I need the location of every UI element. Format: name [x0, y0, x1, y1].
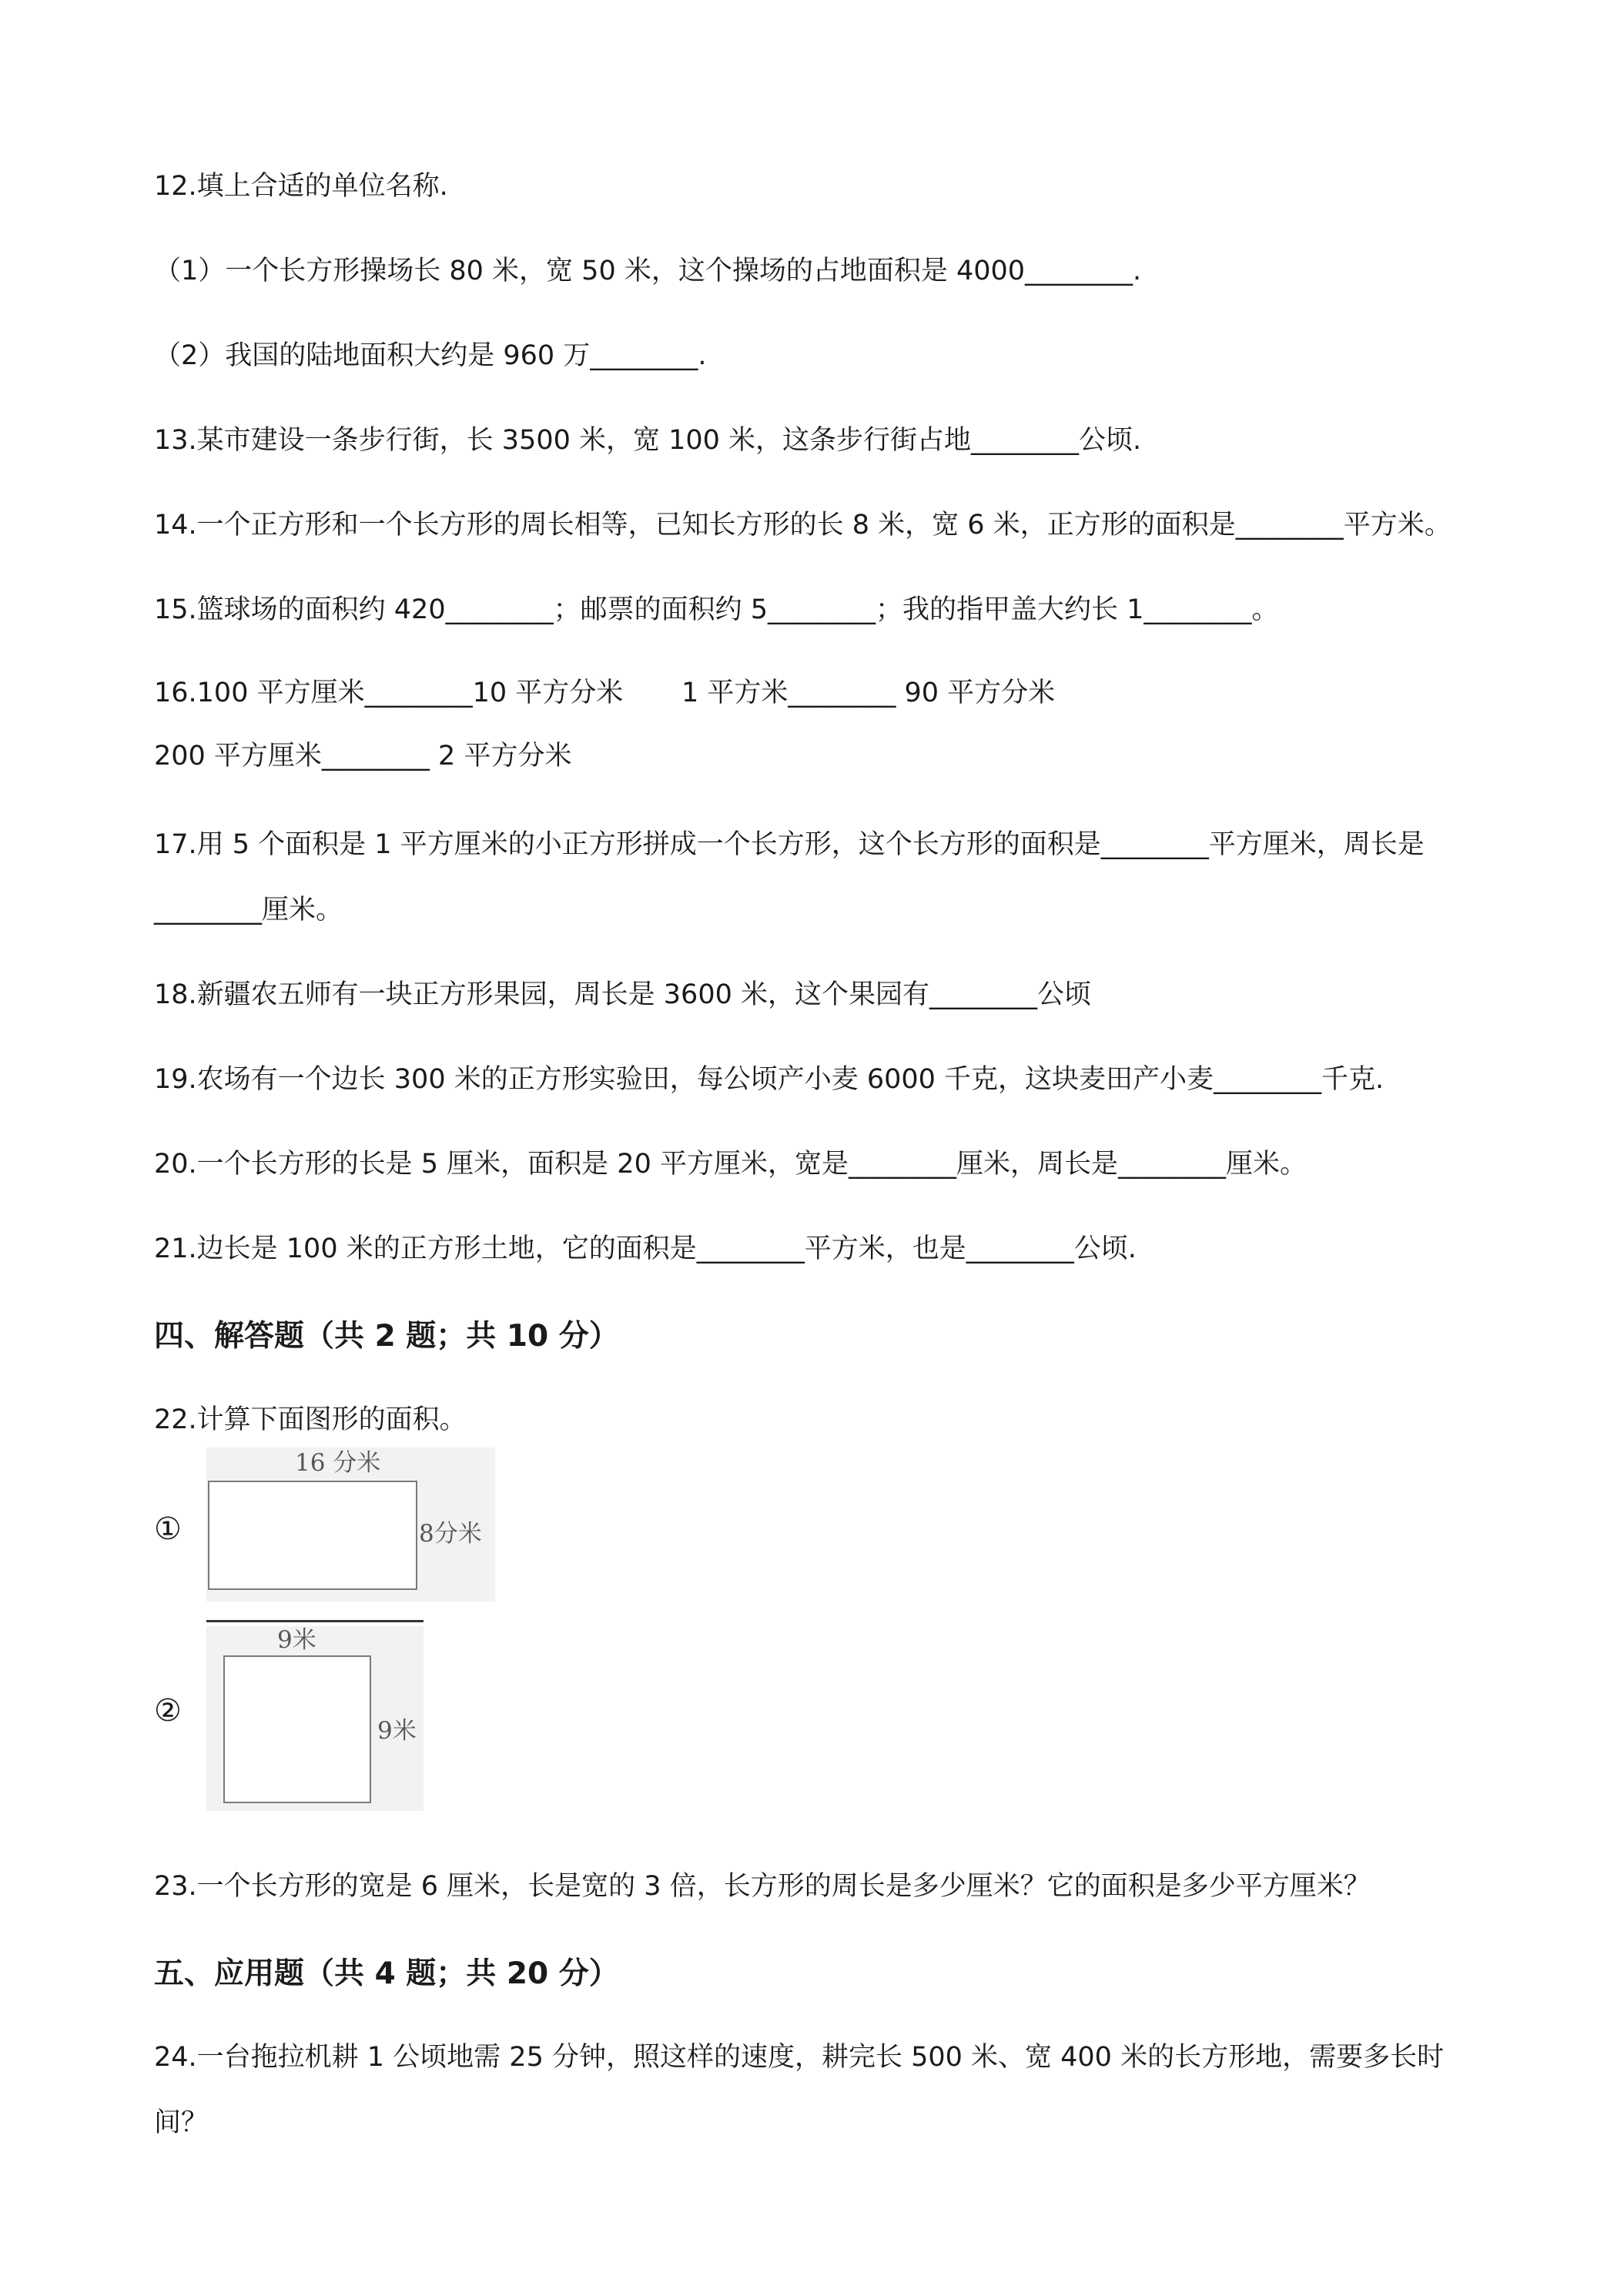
figure2-top-rule [206, 1620, 424, 1622]
figure1-side-label: 8分米 [419, 1520, 482, 1548]
q23-text: 23.一个长方形的宽是 6 厘米，长是宽的 3 倍，长方形的周长是多少厘米？它的面积是多少平方厘米？ [154, 1871, 1371, 1902]
q17-line2: ________厘米。 [154, 895, 343, 925]
q22-title: 22.计算下面图形的面积。 [154, 1404, 467, 1435]
q12-title: 12.填上合适的单位名称. [154, 171, 448, 202]
q12-part1: （1）一个长方形操场长 80 米，宽 50 米，这个操场的占地面积是 4000________. [154, 256, 1142, 286]
q24-line2: 间？ [154, 2107, 209, 2138]
q15-text: 15.篮球场的面积约 420________；邮票的面积约 5________；我的指甲盖大约长 1________。 [154, 594, 1279, 625]
figure2-side-label: 9米 [377, 1717, 417, 1745]
q21-text: 21.边长是 100 米的正方形土地，它的面积是________平方米，也是________公顷. [154, 1233, 1137, 1264]
figure1-rectangle [208, 1481, 417, 1590]
q12-part2: （2）我国的陆地面积大约是 960 万________. [154, 340, 707, 371]
q19-text: 19.农场有一个边长 300 米的正方形实验田，每公顷产小麦 6000 千克，这块麦田产小麦________千克. [154, 1064, 1385, 1095]
q14-text: 14.一个正方形和一个长方形的周长相等，已知长方形的长 8 米，宽 6 米，正方形的面积是________平方米。 [154, 510, 1452, 541]
q17-line1: 17.用 5 个面积是 1 平方厘米的小正方形拼成一个长方形，这个长方形的面积是________平方厘米，周长是 [154, 829, 1425, 860]
section5-heading: 五、应用题（共 4 题；共 20 分） [154, 1956, 619, 1991]
q13-text: 13.某市建设一条步行街，长 3500 米，宽 100 米，这条步行街占地________公顷. [154, 425, 1142, 456]
q18-text: 18.新疆农五师有一块正方形果园，周长是 3600 米，这个果园有________公顷 [154, 979, 1091, 1010]
section4-heading: 四、解答题（共 2 题；共 10 分） [154, 1319, 619, 1354]
figure1-top-label: 16 分米 [295, 1449, 381, 1477]
q16-part-a: 16.100 平方厘米________10 平方分米 [154, 678, 624, 708]
figure1 [206, 1448, 495, 1602]
figure1-marker: ① [154, 1511, 182, 1547]
q24-line1: 24.一台拖拉机耕 1 公顷地需 25 分钟，照这样的速度，耕完长 500 米、宽 400 米的长方形地，需要多长时 [154, 2042, 1445, 2073]
figure2-marker: ② [154, 1693, 182, 1729]
q16-part-b: 1 平方米________ 90 平方分米 [681, 678, 1056, 708]
q16-part-c: 200 平方厘米________ 2 平方分米 [154, 741, 572, 771]
figure2-square [223, 1655, 371, 1803]
figure2 [206, 1626, 424, 1811]
figure2-top-label: 9米 [277, 1626, 316, 1654]
q20-text: 20.一个长方形的长是 5 厘米，面积是 20 平方厘米，宽是________厘米，周长是________厘米。 [154, 1149, 1307, 1180]
